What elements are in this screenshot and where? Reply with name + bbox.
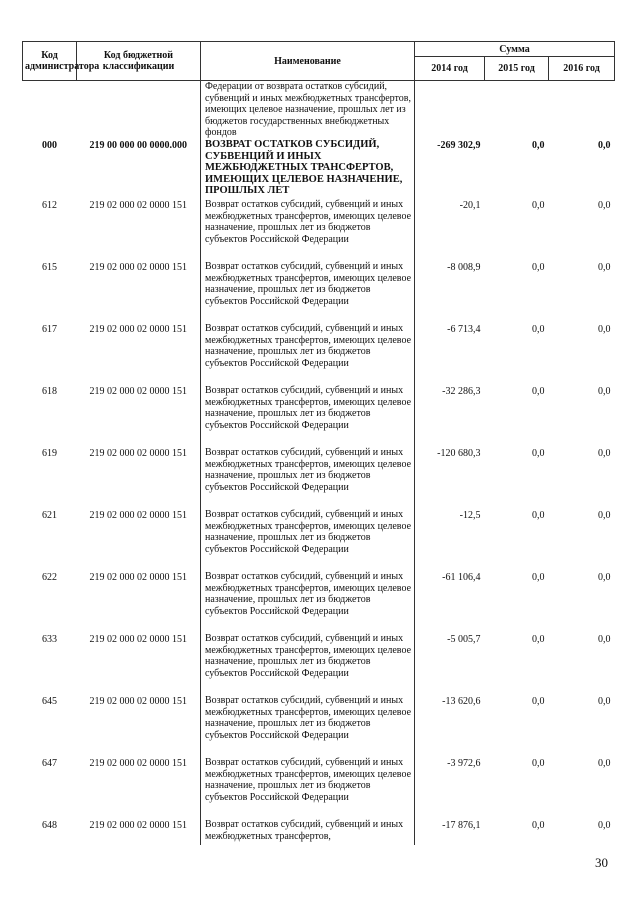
table-row <box>23 323 615 385</box>
row-2014: -8 008,9 <box>415 261 485 323</box>
row-2015: 0,0 <box>532 634 545 645</box>
row-kbk: 219 02 000 02 0000 151 <box>77 323 201 385</box>
row-2016: 0,0 <box>598 324 611 335</box>
row-2014: -12,5 <box>415 509 485 571</box>
row-name: Возврат остатков субсидий, субвенций и иных межбюджетных трансфертов, имеющих целевое назначение, прошлых лет из бюджетов субъектов Российской Федерации <box>205 385 412 431</box>
row-name: Возврат остатков субсидий, субвенций и иных межбюджетных трансфертов, имеющих целевое назначение, прошлых лет из бюджетов субъектов Российской Федерации <box>205 261 412 307</box>
row-code: 622 <box>42 572 57 583</box>
header-2016: 2016 год <box>549 57 615 81</box>
row-name: Возврат остатков субсидий, субвенций и иных межбюджетных трансфертов, <box>205 819 404 842</box>
row-code: 617 <box>42 324 57 335</box>
continuation-name: Федерации от возврата остатков субсидий, субвенций и иных межбюджетных трансфертов, имеющих целевое назначение, прошлых лет из бюджетов государственных внебюджетных фондов <box>205 81 411 138</box>
row-2014: -17 876,1 <box>415 819 485 845</box>
header-2014: 2014 год <box>415 57 485 81</box>
summary-row <box>23 139 615 199</box>
table-row <box>23 571 615 633</box>
summary-2016: 0,0 <box>598 140 611 151</box>
row-kbk: 219 02 000 02 0000 151 <box>77 819 201 845</box>
row-2014: -5 005,7 <box>415 633 485 695</box>
row-2015: 0,0 <box>532 820 545 831</box>
table-row <box>23 385 615 447</box>
row-code: 633 <box>42 634 57 645</box>
row-2015: 0,0 <box>532 386 545 397</box>
row-2014: -61 106,4 <box>415 571 485 633</box>
row-code: 615 <box>42 262 57 273</box>
row-name: Возврат остатков субсидий, субвенций и иных межбюджетных трансфертов, имеющих целевое назначение, прошлых лет из бюджетов субъектов Российской Федерации <box>205 323 412 369</box>
row-code: 619 <box>42 448 57 459</box>
row-2015: 0,0 <box>532 448 545 459</box>
row-2014: -32 286,3 <box>415 385 485 447</box>
summary-2014: -269 302,9 <box>415 139 485 199</box>
row-2015: 0,0 <box>532 510 545 521</box>
row-2014: -20,1 <box>415 199 485 261</box>
row-code: 645 <box>42 696 57 707</box>
table-body <box>23 81 615 846</box>
table-row <box>23 819 615 845</box>
row-2014: -120 680,3 <box>415 447 485 509</box>
summary-name: ВОЗВРАТ ОСТАТКОВ СУБСИДИЙ, СУБВЕНЦИЙ И ИНЫХ МЕЖБЮДЖЕТНЫХ ТРАНСФЕРТОВ, ИМЕЮЩИХ ЦЕЛЕВОЕ НАЗНАЧЕНИЕ, ПРОШЛЫХ ЛЕТ <box>205 139 403 196</box>
summary-code: 000 <box>42 140 57 151</box>
table-row <box>23 757 615 819</box>
row-2016: 0,0 <box>598 820 611 831</box>
header-kbk: Код бюджетной классификации <box>77 42 201 81</box>
row-code: 612 <box>42 200 57 211</box>
row-code: 647 <box>42 758 57 769</box>
row-name: Возврат остатков субсидий, субвенций и иных межбюджетных трансфертов, имеющих целевое назначение, прошлых лет из бюджетов субъектов Российской Федерации <box>205 447 412 493</box>
row-kbk: 219 02 000 02 0000 151 <box>77 509 201 571</box>
row-2016: 0,0 <box>598 758 611 769</box>
header-admin-code: Код администратора <box>23 42 77 81</box>
page-number: 30 <box>595 855 608 870</box>
row-2016: 0,0 <box>598 262 611 273</box>
table-row <box>23 695 615 757</box>
row-code: 621 <box>42 510 57 521</box>
row-2014: -6 713,4 <box>415 323 485 385</box>
row-name: Возврат остатков субсидий, субвенций и иных межбюджетных трансфертов, имеющих целевое назначение, прошлых лет из бюджетов субъектов Российской Федерации <box>205 571 412 617</box>
row-2015: 0,0 <box>532 324 545 335</box>
row-2016: 0,0 <box>598 448 611 459</box>
header-sum: Сумма <box>415 42 615 57</box>
row-2016: 0,0 <box>598 510 611 521</box>
budget-table <box>22 41 615 845</box>
table-row <box>23 509 615 571</box>
row-kbk: 219 02 000 02 0000 151 <box>77 571 201 633</box>
table-row <box>23 633 615 695</box>
header-2015: 2015 год <box>485 57 549 81</box>
row-2015: 0,0 <box>532 696 545 707</box>
row-2014: -3 972,6 <box>415 757 485 819</box>
row-kbk: 219 02 000 02 0000 151 <box>77 261 201 323</box>
row-2016: 0,0 <box>598 200 611 211</box>
row-2016: 0,0 <box>598 572 611 583</box>
row-kbk: 219 02 000 02 0000 151 <box>77 199 201 261</box>
table-row <box>23 261 615 323</box>
row-2016: 0,0 <box>598 696 611 707</box>
row-2014: -13 620,6 <box>415 695 485 757</box>
table-row <box>23 199 615 261</box>
row-kbk: 219 02 000 02 0000 151 <box>77 633 201 695</box>
row-2015: 0,0 <box>532 200 545 211</box>
row-kbk: 219 02 000 02 0000 151 <box>77 447 201 509</box>
row-name: Возврат остатков субсидий, субвенций и иных межбюджетных трансфертов, имеющих целевое назначение, прошлых лет из бюджетов субъектов Российской Федерации <box>205 633 412 679</box>
row-code: 648 <box>42 820 57 831</box>
row-name: Возврат остатков субсидий, субвенций и иных межбюджетных трансфертов, имеющих целевое назначение, прошлых лет из бюджетов субъектов Российской Федерации <box>205 695 412 741</box>
continuation-row <box>23 81 615 140</box>
table-row <box>23 447 615 509</box>
row-name: Возврат остатков субсидий, субвенций и иных межбюджетных трансфертов, имеющих целевое назначение, прошлых лет из бюджетов субъектов Российской Федерации <box>205 509 412 555</box>
row-code: 618 <box>42 386 57 397</box>
table-header <box>23 42 615 81</box>
row-2016: 0,0 <box>598 386 611 397</box>
row-2015: 0,0 <box>532 572 545 583</box>
row-2015: 0,0 <box>532 758 545 769</box>
row-2016: 0,0 <box>598 634 611 645</box>
row-kbk: 219 02 000 02 0000 151 <box>77 385 201 447</box>
header-name: Наименование <box>201 42 415 81</box>
summary-2015: 0,0 <box>532 140 545 151</box>
row-kbk: 219 02 000 02 0000 151 <box>77 695 201 757</box>
row-kbk: 219 02 000 02 0000 151 <box>77 757 201 819</box>
row-name: Возврат остатков субсидий, субвенций и иных межбюджетных трансфертов, имеющих целевое назначение, прошлых лет из бюджетов субъектов Российской Федерации <box>205 199 412 245</box>
row-2015: 0,0 <box>532 262 545 273</box>
summary-kbk: 219 00 000 00 0000.000 <box>77 139 201 199</box>
row-name: Возврат остатков субсидий, субвенций и иных межбюджетных трансфертов, имеющих целевое назначение, прошлых лет из бюджетов субъектов Российской Федерации <box>205 757 412 803</box>
